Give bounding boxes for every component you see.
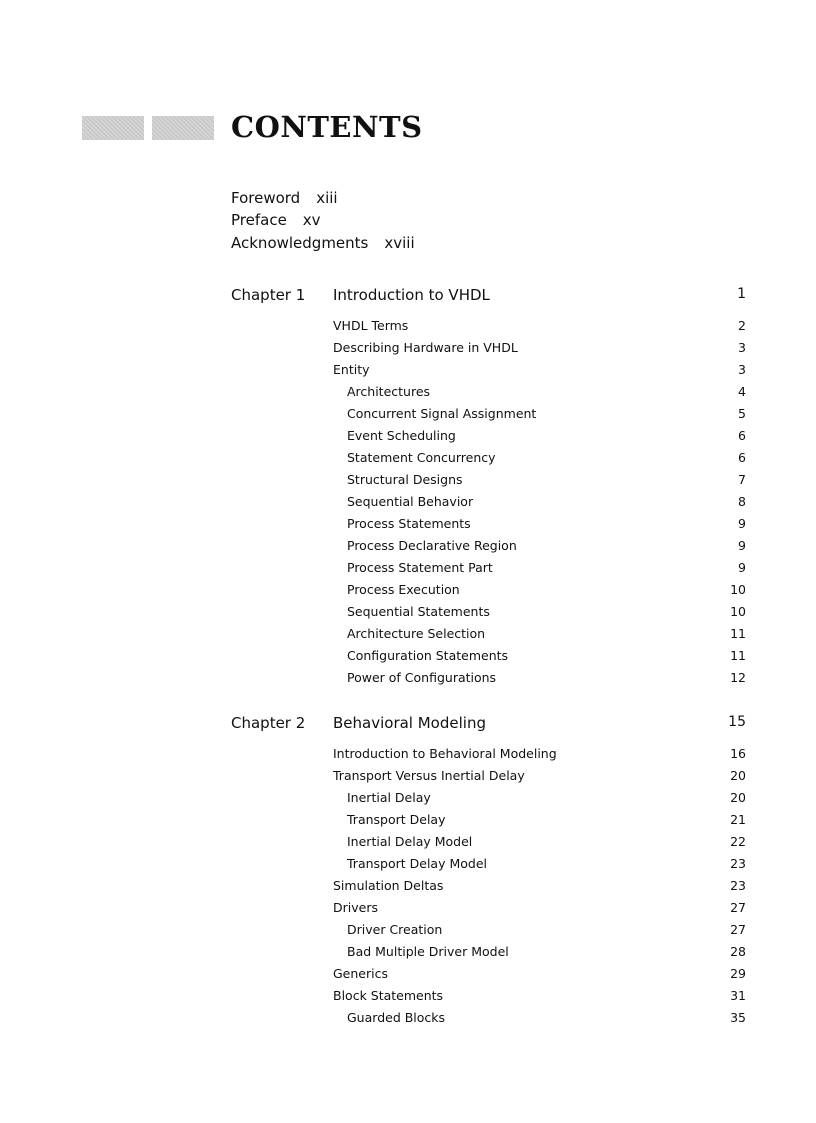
toc-entry xyxy=(347,513,746,535)
toc-entry xyxy=(347,535,746,557)
decorative-bar-left xyxy=(82,116,144,140)
toc-entry-title: Guarded Blocks xyxy=(347,1010,446,1025)
front-matter-page: xiii xyxy=(316,189,338,207)
toc-entry-page: 10 xyxy=(730,582,746,597)
toc-entry-title: Inertial Delay Model xyxy=(347,834,473,849)
toc-entry-title: Statement Concurrency xyxy=(347,450,496,465)
toc-entry-title: Process Statement Part xyxy=(347,560,493,575)
toc-entry xyxy=(347,447,746,469)
toc-entry-title: Bad Multiple Driver Model xyxy=(347,944,509,959)
front-matter-label: Preface xyxy=(231,211,287,229)
toc-entry-title: Simulation Deltas xyxy=(333,878,444,893)
toc-entry-title: Architectures xyxy=(347,384,431,399)
toc-entry xyxy=(347,469,746,491)
chapter-label: Chapter 1 xyxy=(231,286,306,304)
toc-entry-title: Transport Delay Model xyxy=(347,856,487,871)
toc-entry-title: Sequential Statements xyxy=(347,604,490,619)
toc-entry-title: Structural Designs xyxy=(347,472,463,487)
toc-entry-page: 12 xyxy=(730,670,746,685)
toc-entry xyxy=(347,579,746,601)
toc-entry-page: 6 xyxy=(738,450,746,465)
toc-entry-title: Transport Versus Inertial Delay xyxy=(333,768,525,783)
toc-entry xyxy=(333,963,746,985)
toc-entry-page: 11 xyxy=(730,648,746,663)
toc-entry xyxy=(333,359,746,381)
toc-entry-page: 5 xyxy=(738,406,746,421)
toc-entry-page: 7 xyxy=(738,472,746,487)
front-matter-foreword xyxy=(231,189,338,207)
front-matter-preface xyxy=(231,211,321,229)
toc-entry xyxy=(347,645,746,667)
toc-entry-title: Introduction to Behavioral Modeling xyxy=(333,746,557,761)
toc-entry-title: Process Execution xyxy=(347,582,460,597)
toc-entry xyxy=(347,831,746,853)
front-matter-page: xv xyxy=(302,211,321,229)
toc-entry-page: 2 xyxy=(738,318,746,333)
front-matter-acknowledgments xyxy=(231,234,415,252)
toc-entry-page: 20 xyxy=(730,768,746,783)
toc-entry-title: Process Statements xyxy=(347,516,471,531)
toc-entry-title: VHDL Terms xyxy=(333,318,409,333)
toc-entry xyxy=(347,941,746,963)
toc-entry-page: 11 xyxy=(730,626,746,641)
front-matter-label: Acknowledgments xyxy=(231,234,369,252)
toc-entry-title: Drivers xyxy=(333,900,378,915)
chapter-label: Chapter 2 xyxy=(231,714,306,732)
toc-entry-page: 29 xyxy=(730,966,746,981)
toc-entry xyxy=(347,425,746,447)
toc-entry-page: 21 xyxy=(730,812,746,827)
toc-entry-page: 3 xyxy=(738,340,746,355)
toc-entry-page: 27 xyxy=(730,922,746,937)
toc-entry-page: 6 xyxy=(738,428,746,443)
toc-entry-page: 3 xyxy=(738,362,746,377)
toc-entry-title: Process Declarative Region xyxy=(347,538,517,553)
toc-entry xyxy=(333,765,746,787)
toc-entry xyxy=(347,623,746,645)
toc-entry-title: Entity xyxy=(333,362,370,377)
toc-entry xyxy=(347,667,746,689)
toc-entry xyxy=(347,809,746,831)
toc-entry-title: Generics xyxy=(333,966,388,981)
toc-entry xyxy=(333,897,746,919)
toc-entry-title: Configuration Statements xyxy=(347,648,509,663)
toc-entry xyxy=(347,853,746,875)
toc-entry xyxy=(333,743,746,765)
toc-entry xyxy=(333,315,746,337)
toc-entry xyxy=(347,557,746,579)
toc-entry-page: 27 xyxy=(730,900,746,915)
toc-entry xyxy=(347,403,746,425)
toc-entry-page: 23 xyxy=(730,856,746,871)
toc-entry-title: Driver Creation xyxy=(347,922,443,937)
toc-entry-page: 20 xyxy=(730,790,746,805)
toc-entry-title: Event Scheduling xyxy=(347,428,456,443)
toc-entry-page: 10 xyxy=(730,604,746,619)
toc-entry-page: 31 xyxy=(730,988,746,1003)
front-matter-page: xviii xyxy=(384,234,415,252)
toc-entry-page: 9 xyxy=(738,538,746,553)
toc-entry-title: Describing Hardware in VHDL xyxy=(333,340,518,355)
toc-entry xyxy=(347,919,746,941)
page-title: CONTENTS xyxy=(231,110,423,144)
toc-entry-page: 28 xyxy=(730,944,746,959)
toc-entry xyxy=(347,1007,746,1029)
toc-entry-page: 16 xyxy=(730,746,746,761)
toc-entry-page: 35 xyxy=(730,1010,746,1025)
toc-entry-title: Sequential Behavior xyxy=(347,494,474,509)
toc-entry xyxy=(347,491,746,513)
toc-entry xyxy=(333,985,746,1007)
toc-entry-title: Inertial Delay xyxy=(347,790,431,805)
toc-entry-page: 22 xyxy=(730,834,746,849)
toc-entry xyxy=(333,337,746,359)
chapter-title: Introduction to VHDL xyxy=(333,286,490,304)
chapter-page: 15 xyxy=(728,714,746,730)
front-matter-label: Foreword xyxy=(231,189,301,207)
chapter-title: Behavioral Modeling xyxy=(333,714,486,732)
toc-entry xyxy=(347,381,746,403)
decorative-bar-right xyxy=(152,116,214,140)
chapter-page: 1 xyxy=(737,286,746,302)
toc-entry-page: 9 xyxy=(738,560,746,575)
toc-entry-page: 4 xyxy=(738,384,746,399)
toc-entry-title: Block Statements xyxy=(333,988,444,1003)
toc-entry-page: 9 xyxy=(738,516,746,531)
toc-entry-title: Concurrent Signal Assignment xyxy=(347,406,537,421)
toc-entry xyxy=(333,875,746,897)
toc-entry xyxy=(347,787,746,809)
toc-entry-page: 8 xyxy=(738,494,746,509)
toc-entry-title: Transport Delay xyxy=(347,812,446,827)
toc-entry-title: Architecture Selection xyxy=(347,626,486,641)
toc-entry xyxy=(347,601,746,623)
toc-entry-page: 23 xyxy=(730,878,746,893)
toc-entry-title: Power of Configurations xyxy=(347,670,497,685)
